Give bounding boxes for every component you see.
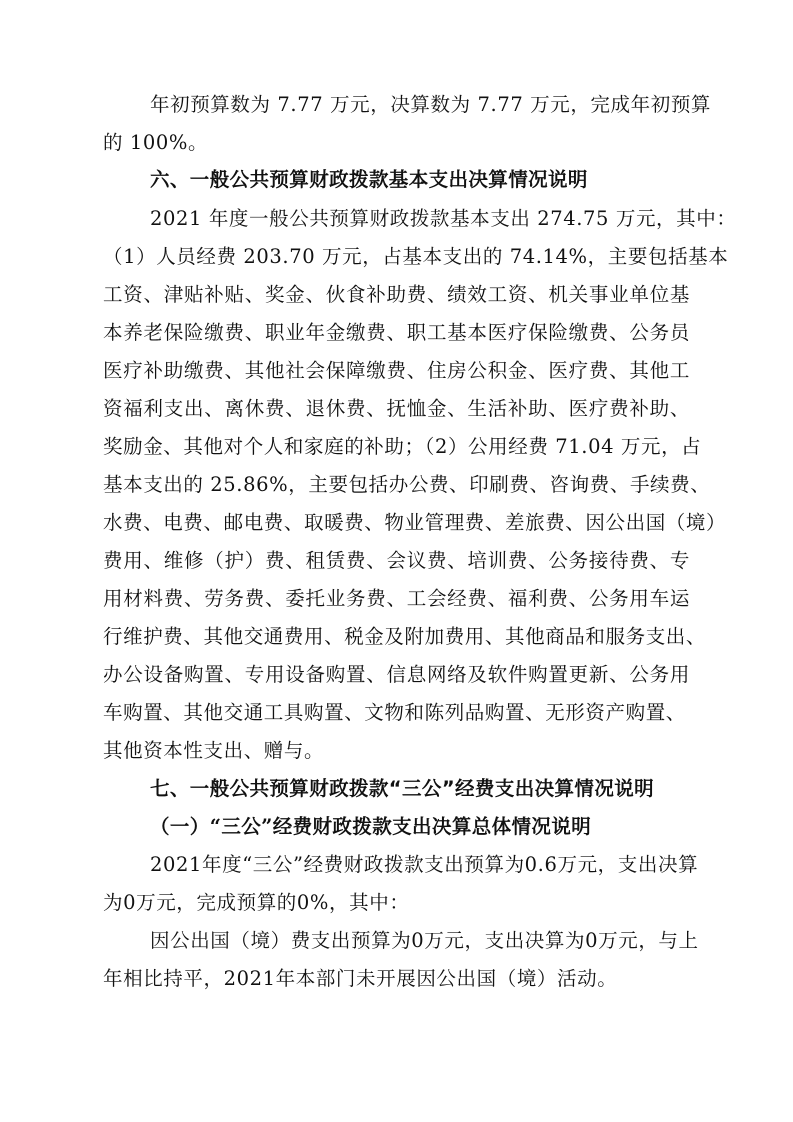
text-line: 行维护费、其他交通费用、税金及附加费用、其他商品和服务支出、 — [103, 625, 707, 648]
text-line: 年初预算数为 7.77 万元，决算数为 7.77 万元，完成年初预算 — [150, 93, 712, 116]
text-line: 用材料费、劳务费、委托业务费、工会经费、福利费、公务用车运 — [103, 587, 690, 610]
text-line: （1）人员经费 203.70 万元，占基本支出的 74.14%，主要包括基本 — [103, 245, 729, 268]
text-line: 的 100%。 — [103, 131, 209, 154]
text-line: 本养老保险缴费、职业年金缴费、职工基本医疗保险缴费、公务员 — [103, 321, 690, 344]
subsection-heading-1: （一）“三公”经费财政拨款支出决算总体情况说明 — [150, 815, 592, 838]
text-line: 因公出国（境）费支出预算为0万元，支出决算为0万元，与上 — [150, 929, 699, 952]
text-line: 其他资本性支出、赠与。 — [103, 739, 325, 762]
text-line: 费用、维修（护）费、租赁费、会议费、培训费、公务接待费、专 — [103, 549, 690, 572]
text-line: 车购置、其他交通工具购置、文物和陈列品购置、无形资产购置、 — [103, 701, 686, 724]
text-line: 工资、津贴补贴、奖金、伙食补助费、绩效工资、机关事业单位基 — [103, 283, 690, 306]
text-line: 水费、电费、邮电费、取暖费、物业管理费、差旅费、因公出国（境） — [103, 511, 727, 534]
text-line: 2021 年度一般公共预算财政拨款基本支出 274.75 万元，其中： — [150, 207, 737, 230]
text-line: 医疗补助缴费、其他社会保障缴费、住房公积金、医疗费、其他工 — [103, 359, 690, 382]
section-heading-6: 六、一般公共预算财政拨款基本支出决算情况说明 — [150, 168, 588, 191]
text-line: 办公设备购置、专用设备购置、信息网络及软件购置更新、公务用 — [103, 663, 690, 686]
text-line: 年相比持平，2021年本部门未开展因公出国（境）活动。 — [103, 967, 618, 990]
text-line: 基本支出的 25.86%，主要包括办公费、印刷费、咨询费、手续费、 — [103, 473, 711, 496]
text-line: 为0万元，完成预算的0%，其中： — [103, 891, 410, 914]
text-line: 资福利支出、离休费、退休费、抚恤金、生活补助、医疗费补助、 — [103, 397, 690, 420]
text-line: 奖励金、其他对个人和家庭的补助；（2）公用经费 71.04 万元，占 — [103, 435, 702, 458]
section-heading-7: 七、一般公共预算财政拨款“三公”经费支出决算情况说明 — [150, 777, 655, 800]
text-line: 2021年度“三公”经费财政拨款支出预算为0.6万元，支出决算 — [150, 853, 699, 876]
